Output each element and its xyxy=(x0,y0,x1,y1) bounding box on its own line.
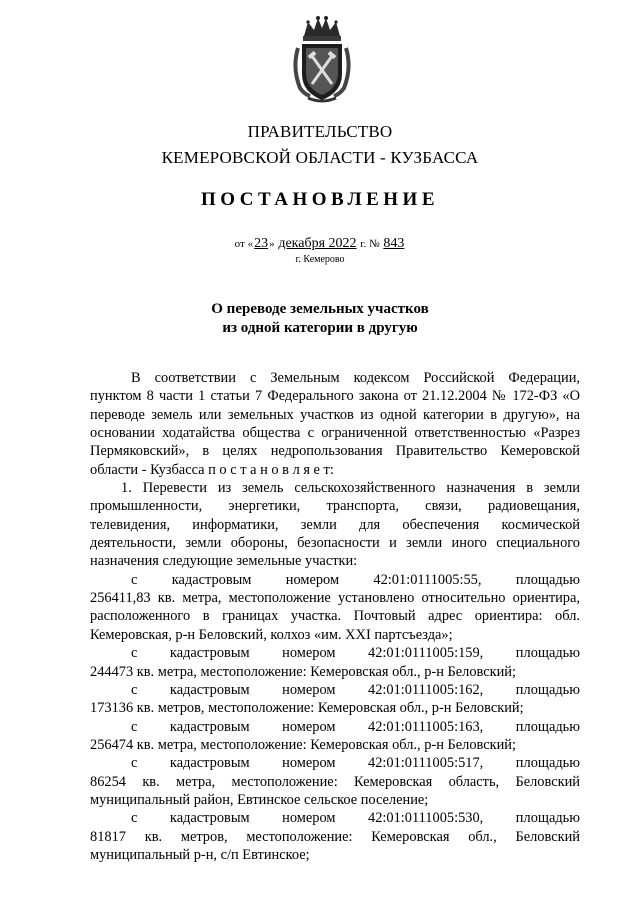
government-name-line1: ПРАВИТЕЛЬСТВО xyxy=(247,122,393,141)
body-line: муниципальный р-н, с/п Евтинское; xyxy=(90,846,310,863)
body-line: пунктом 8 части 1 статьи 7 Федерального закона от 21.12.2004 № 172-ФЗ «О xyxy=(90,388,580,405)
kuzbass-coat-of-arms-emblem xyxy=(290,14,354,104)
body-line: 256474 кв. метра, местоположение: Кемеровская обл., р-н Беловский; xyxy=(90,736,517,753)
date-suffix: г. xyxy=(360,238,367,250)
body-line: 1. Перевести из земель сельскохозяйственного назначения в земли xyxy=(121,480,580,497)
body-line: 86254 кв. метра, местоположение: Кемеровская область, Беловский xyxy=(90,773,580,790)
body-line: телевидения, информатики, земли для обеспечения космической xyxy=(90,516,580,533)
body-line: основании ходатайства общества с ограниченной ответственностью «Разрез xyxy=(90,425,580,442)
date-prefix: от « xyxy=(234,238,254,250)
number-label: № xyxy=(369,238,380,250)
body-line: муниципальный район, Евтинское сельское поселение; xyxy=(90,791,429,808)
body-line: расположенного в границах участка. Почтовый адрес ориентира: обл. xyxy=(90,608,580,625)
document-number: 843 xyxy=(383,236,405,251)
date-month-year: декабря 2022 xyxy=(278,236,357,251)
document-city: г. Кемерово xyxy=(295,254,345,265)
body-line: В соответствии с Земельным кодексом Российской Федерации, xyxy=(131,370,580,386)
body-line: с кадастровым номером 42:01:0111005:162, площадью xyxy=(131,681,580,698)
subject-line1: О переводе земельных участков xyxy=(211,301,429,317)
body-line: с кадастровым номером 42:01:0111005:530, площадью xyxy=(131,810,580,827)
body-line: назначения следующие земельные участки: xyxy=(90,553,358,570)
body-line: Пермяковский», в целях недропользования Правительство Кемеровской xyxy=(90,443,580,460)
body-line: переводе земель или земельных участков из одной категории в другую», на xyxy=(90,406,580,423)
body-line: с кадастровым номером 42:01:0111005:517, площадью xyxy=(131,755,580,772)
body-line: с кадастровым номером 42:01:0111005:163, площадью xyxy=(131,718,580,735)
date-day: 23 xyxy=(254,236,269,251)
body-line: с кадастровым номером 42:01:0111005:159, площадью xyxy=(131,645,580,662)
body-line: деятельности, земли обороны, безопасности и земли иного специального xyxy=(90,535,580,552)
body-line: 244473 кв. метра, местоположение: Кемеровская обл., р-н Беловский; xyxy=(90,663,517,680)
body-line: Кемеровская, р-н Беловский, колхоз «им. XXI партсъезда»; xyxy=(90,626,453,643)
body-line: 173136 кв. метров, местоположение: Кемеровская обл., р-н Беловский; xyxy=(90,700,524,717)
body-line: 81817 кв. метров, местоположение: Кемеровская обл., Беловский xyxy=(90,828,580,845)
document-body xyxy=(90,369,580,864)
body-line: 256411,83 кв. метра, местоположение установлено относительно ориентира, xyxy=(90,590,580,607)
date-mid: » xyxy=(269,238,275,250)
government-name-line2: КЕМЕРОВСКОЙ ОБЛАСТИ - КУЗБАССА xyxy=(161,148,479,167)
document-date-number xyxy=(0,236,640,252)
body-line: промышленности, энергетики, транспорта, связи, радиовещания, xyxy=(90,498,580,515)
body-line: с кадастровым номером 42:01:0111005:55, площадью xyxy=(131,571,580,588)
document-type-title: ПОСТАНОВЛЕНИЕ xyxy=(200,189,440,210)
body-line: области - Кузбасса п о с т а н о в л я е т: xyxy=(90,461,334,478)
subject-line2: из одной категории в другую xyxy=(222,320,418,336)
